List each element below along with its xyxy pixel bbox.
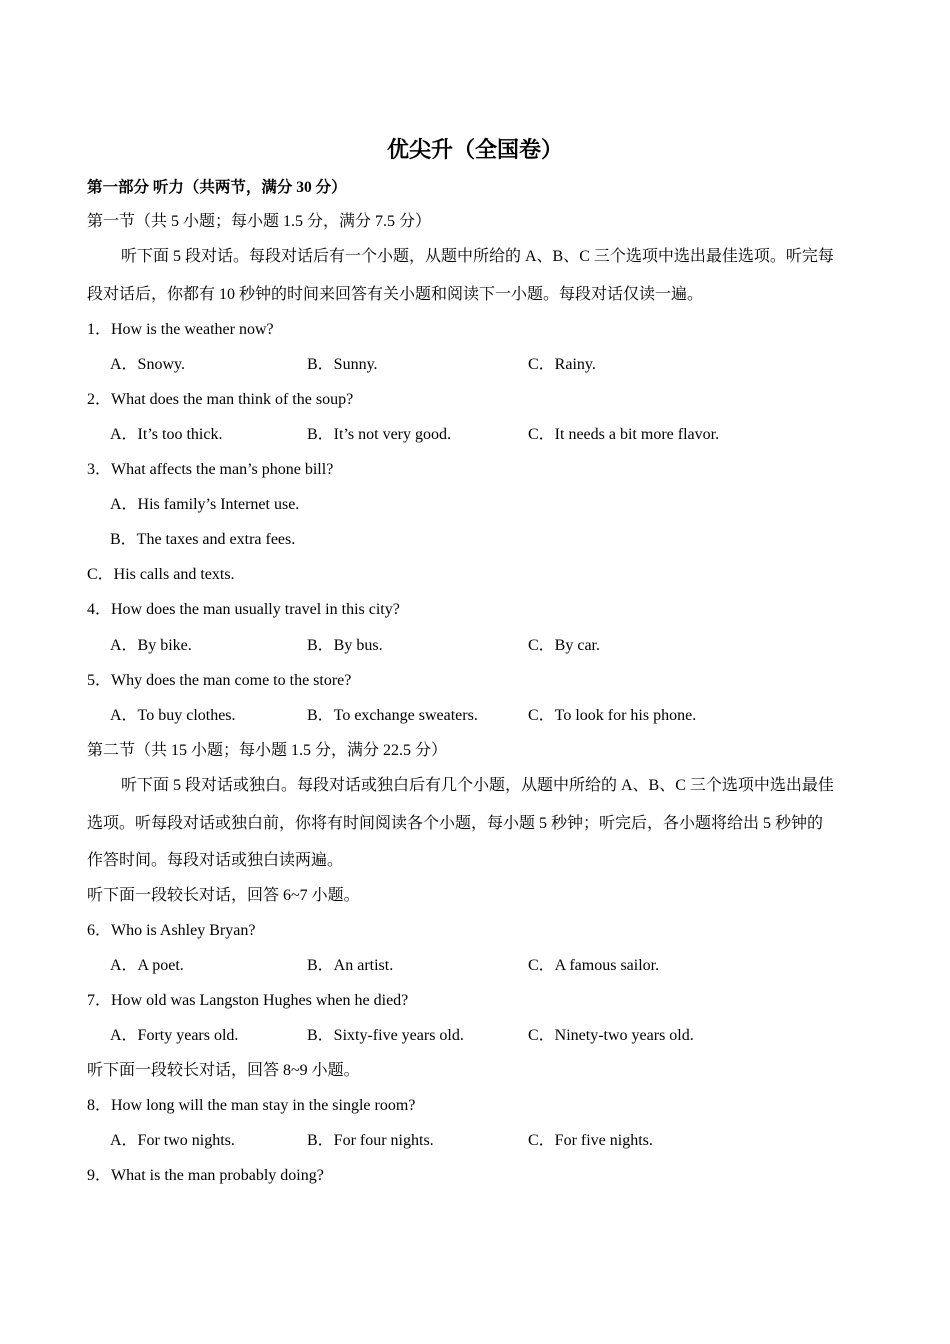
question-3-option-c: C．His calls and texts. xyxy=(87,566,235,583)
question-7-option-a: A．Forty years old. xyxy=(110,1027,239,1044)
question-8-option-a: A．For two nights. xyxy=(110,1132,235,1149)
question-1-option-a: A．Snowy. xyxy=(110,356,185,373)
question-3-option-b: B．The taxes and extra fees. xyxy=(110,531,296,548)
section-one-instructions-1: 听下面 5 段对话。每段对话后有一个小题，从题中所给的 A、B、C 三个选项中选出最佳选项。听完每 xyxy=(121,248,834,265)
question-4: 4．How does the man usually travel in this city? xyxy=(87,601,400,618)
question-1: 1．How is the weather now? xyxy=(87,321,274,338)
question-2-option-a: A．It’s too thick. xyxy=(110,426,223,443)
section-one-instructions-2: 段对话后，你都有 10 秒钟的时间来回答有关小题和阅读下一小题。每段对话仅读一遍。 xyxy=(87,286,704,303)
question-5-option-a: A．To buy clothes. xyxy=(110,707,236,724)
question-3-option-a: A．His family’s Internet use. xyxy=(110,496,300,513)
question-4-option-b: B．By bus. xyxy=(307,637,383,654)
question-6-option-b: B．An artist. xyxy=(307,957,394,974)
question-2: 2．What does the man think of the soup? xyxy=(87,391,354,408)
question-8-option-b: B．For four nights. xyxy=(307,1132,434,1149)
dialog-intro-8-9: 听下面一段较长对话，回答 8~9 小题。 xyxy=(87,1062,360,1079)
question-5-option-b: B．To exchange sweaters. xyxy=(307,707,478,724)
section-two-instructions-3: 作答时间。每段对话或独白读两遍。 xyxy=(87,852,344,869)
section-one-header: 第一节（共 5 小题；每小题 1.5 分，满分 7.5 分） xyxy=(87,213,432,230)
question-4-option-c: C．By car. xyxy=(528,637,600,654)
question-6: 6．Who is Ashley Bryan? xyxy=(87,922,256,939)
question-7-option-b: B．Sixty-five years old. xyxy=(307,1027,464,1044)
question-5-option-c: C．To look for his phone. xyxy=(528,707,697,724)
question-4-option-a: A．By bike. xyxy=(110,637,192,654)
question-7: 7．How old was Langston Hughes when he died? xyxy=(87,992,409,1009)
dialog-intro-6-7: 听下面一段较长对话，回答 6~7 小题。 xyxy=(87,887,360,904)
part-one-heading: 第一部分 听力（共两节，满分 30 分） xyxy=(87,179,347,196)
section-two-instructions-1: 听下面 5 段对话或独白。每段对话或独白后有几个小题，从题中所给的 A、B、C 三个选项中选出最佳 xyxy=(121,777,834,794)
question-7-option-c: C．Ninety-two years old. xyxy=(528,1027,694,1044)
question-2-option-b: B．It’s not very good. xyxy=(307,426,451,443)
question-2-option-c: C．It needs a bit more flavor. xyxy=(528,426,720,443)
question-8: 8．How long will the man stay in the single room? xyxy=(87,1097,416,1114)
question-6-option-a: A．A poet. xyxy=(110,957,184,974)
question-5: 5．Why does the man come to the store? xyxy=(87,672,352,689)
section-two-instructions-2: 选项。听每段对话或独白前，你将有时间阅读各个小题，每小题 5 秒钟；听完后，各小题将给出 5 秒钟的 xyxy=(87,815,824,832)
question-6-option-c: C．A famous sailor. xyxy=(528,957,660,974)
section-two-header: 第二节（共 15 小题；每小题 1.5 分，满分 22.5 分） xyxy=(87,742,448,759)
question-3: 3．What affects the man’s phone bill? xyxy=(87,461,334,478)
page-title: 优尖升（全国卷） xyxy=(386,138,563,163)
question-9: 9．What is the man probably doing? xyxy=(87,1167,324,1184)
question-1-option-b: B．Sunny. xyxy=(307,356,378,373)
question-1-option-c: C．Rainy. xyxy=(528,356,596,373)
question-8-option-c: C．For five nights. xyxy=(528,1132,653,1149)
